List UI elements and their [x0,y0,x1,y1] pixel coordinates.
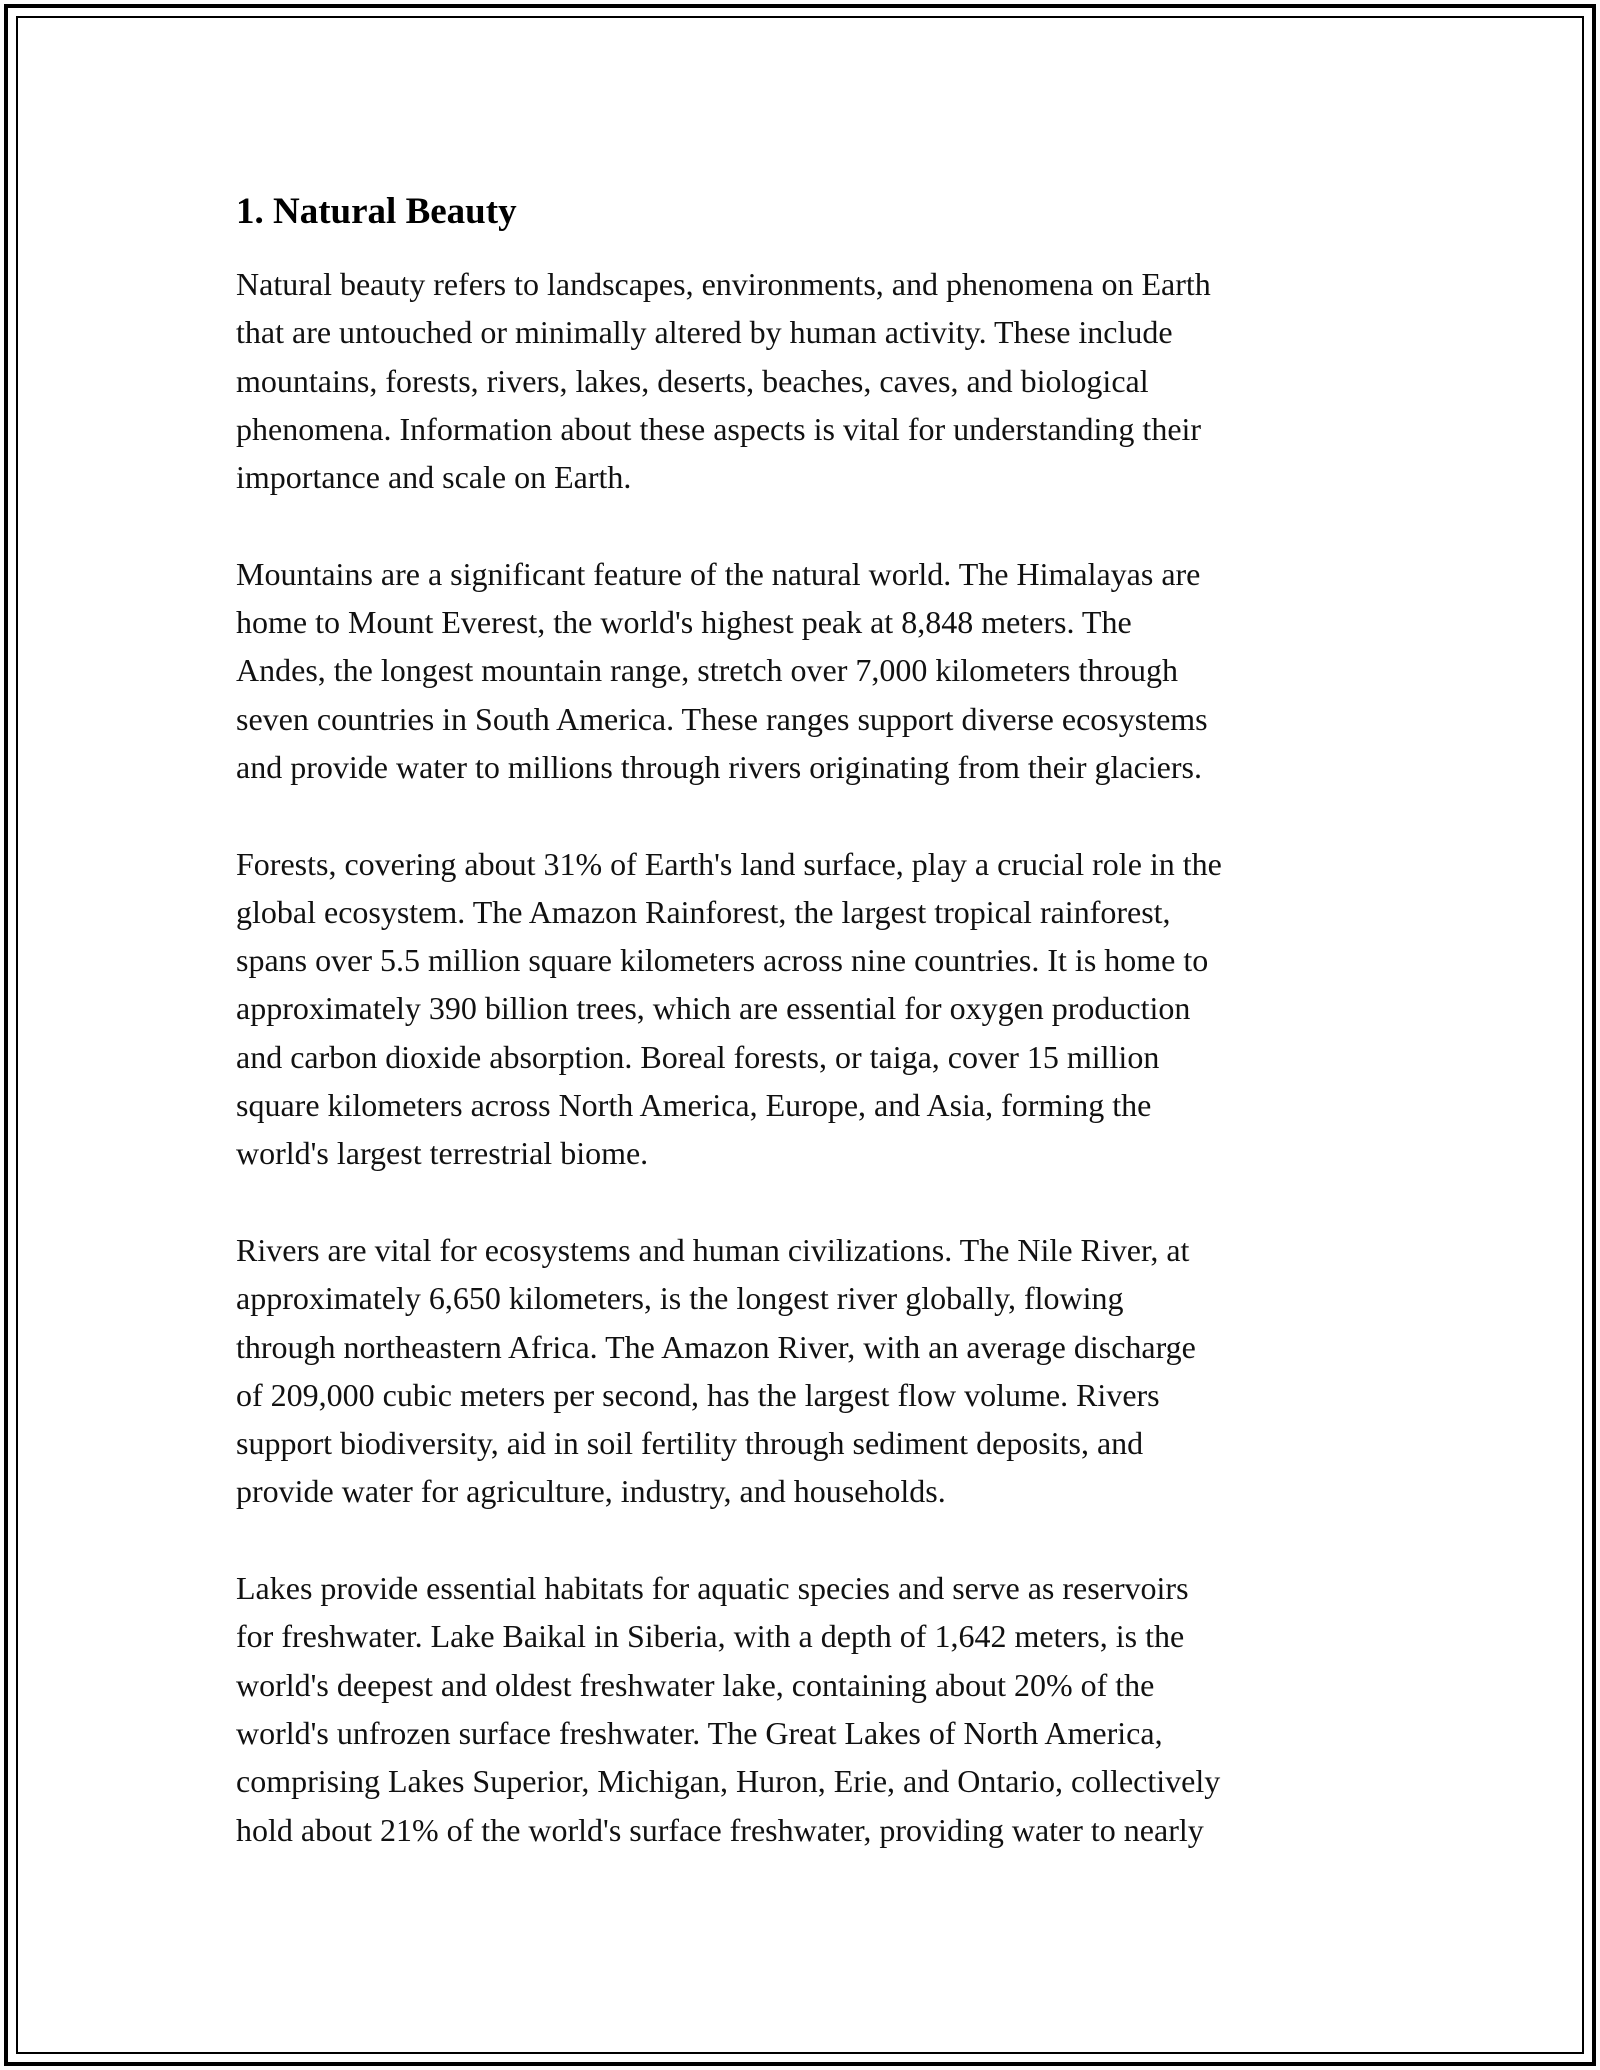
text-line: Forests, covering about 31% of Earth's land surface, play a crucial role in the [236,845,1222,882]
text-line: mountains, forests, rivers, lakes, deserts, beaches, caves, and biological [236,362,1149,399]
text-line: world's deepest and oldest freshwater lake, containing about 20% of the [236,1666,1155,1703]
text-line: Lakes provide essential habitats for aquatic species and serve as reservoirs [236,1570,1189,1607]
text-line: Rivers are vital for ecosystems and human civilizations. The Nile River, at [236,1231,1190,1268]
text-line: through northeastern Africa. The Amazon River, with an average discharge [236,1328,1196,1365]
text-line: world's unfrozen surface freshwater. The Great Lakes of North America, [236,1714,1163,1751]
text-line: comprising Lakes Superior, Michigan, Huron, Erie, and Ontario, collectively [236,1763,1221,1800]
text-line: and provide water to millions through rivers originating from their glaciers. [236,748,1202,785]
paragraph-intro [236,260,1372,501]
text-line: and carbon dioxide absorption. Boreal forests, or taiga, cover 15 million [236,1038,1160,1075]
text-line: seven countries in South America. These ranges support diverse ecosystems [236,700,1208,737]
text-line: that are untouched or minimally altered by human activity. These include [236,314,1173,351]
text-line: phenomena. Information about these aspects is vital for understanding their [236,410,1202,447]
paragraph-rivers [236,1226,1372,1516]
text-line: global ecosystem. The Amazon Rainforest, the largest tropical rainforest, [236,893,1171,930]
text-line: spans over 5.5 million square kilometers across nine countries. It is home to [236,942,1209,979]
text-line: Natural beauty refers to landscapes, environments, and phenomena on Earth [236,266,1211,302]
text-line: Mountains are a significant feature of the natural world. The Himalayas are [236,555,1201,592]
document-body [236,186,1372,1902]
text-line: approximately 6,650 kilometers, is the longest river globally, flowing [236,1280,1124,1317]
paragraph-forests [236,840,1372,1178]
text-line: for freshwater. Lake Baikal in Siberia, with a depth of 1,642 meters, is the [236,1618,1185,1655]
text-line: of 209,000 cubic meters per second, has the largest flow volume. Rivers [236,1376,1160,1413]
text-line: Andes, the longest mountain range, stretch over 7,000 kilometers through [236,652,1179,689]
section-heading: 1. Natural Beauty [236,191,517,232]
text-line: importance and scale on Earth. [236,459,632,496]
paragraph-lakes [236,1564,1372,1854]
text-line: support biodiversity, aid in soil fertility through sediment deposits, and [236,1425,1144,1462]
text-line: square kilometers across North America, Europe, and Asia, forming the [236,1087,1152,1124]
text-line: provide water for agriculture, industry, and households. [236,1473,946,1510]
text-line: world's largest terrestrial biome. [236,1135,649,1172]
text-line: hold about 21% of the world's surface freshwater, providing water to nearly [236,1811,1204,1848]
paragraph-mountains [236,550,1372,791]
text-line: approximately 390 billion trees, which are essential for oxygen production [236,990,1191,1027]
text-line: home to Mount Everest, the world's highest peak at 8,848 meters. The [236,604,1132,641]
